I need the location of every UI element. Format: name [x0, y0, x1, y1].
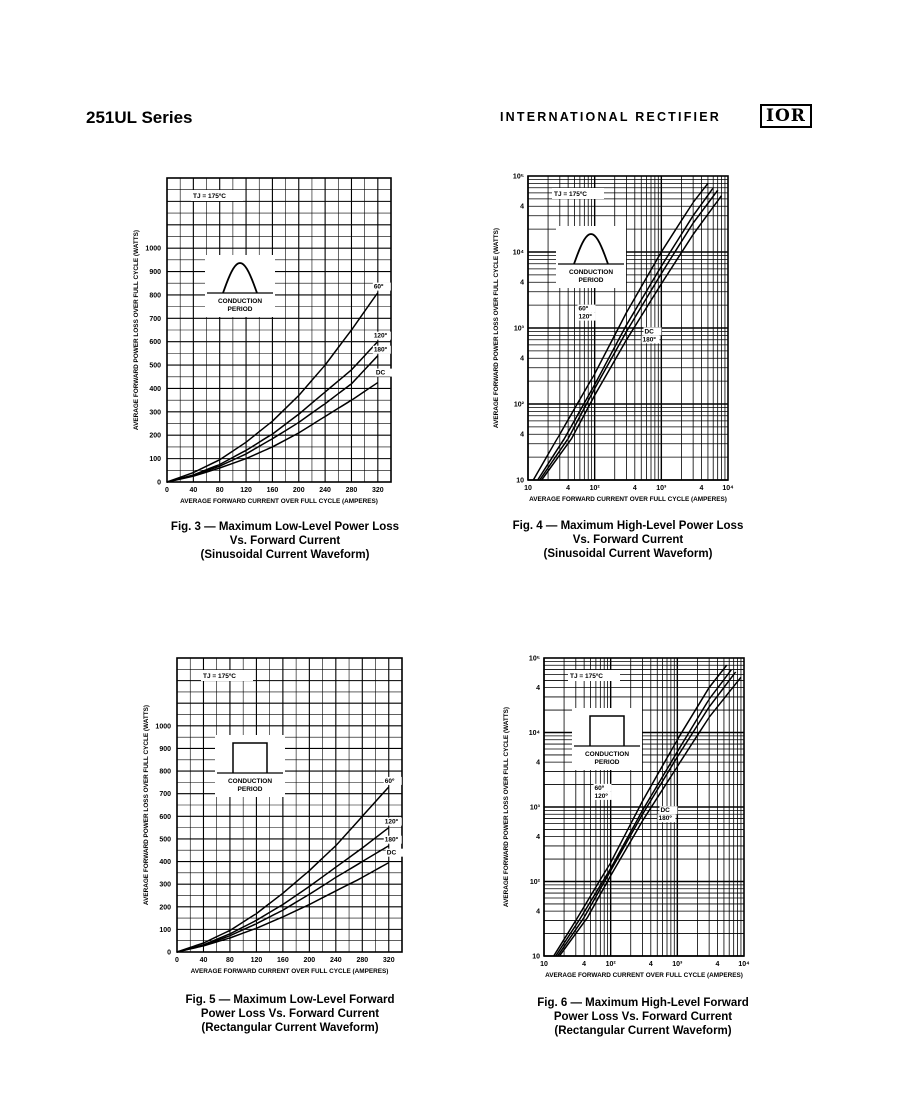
- y-tick-label: 10: [532, 953, 540, 961]
- y-tick-label: 800: [159, 768, 171, 776]
- x-tick-label: 10³: [656, 485, 667, 492]
- y-tick-label: 400: [149, 385, 161, 393]
- series-label: 120º: [594, 792, 608, 800]
- y-tick-label: 4: [536, 908, 540, 916]
- series-label: DC: [644, 328, 654, 336]
- y-axis-label: AVERAGE FORWARD POWER LOSS OVER FULL CYCLE (WATTS): [493, 227, 500, 429]
- inset-label: PERIOD: [227, 306, 253, 313]
- series-label: 60º: [384, 777, 395, 785]
- y-tick-label: 700: [159, 791, 171, 799]
- x-axis-label: AVERAGE FORWARD CURRENT OVER FULL CYCLE (AMPERES): [529, 496, 727, 503]
- inset-label: CONDUCTION: [568, 269, 614, 276]
- y-tick-label: 4: [520, 431, 524, 439]
- junction-temp-annotation: TJ = 175ºC: [203, 673, 236, 680]
- fig6-chart: [498, 650, 768, 988]
- y-tick-label: 0: [167, 949, 171, 957]
- y-tick-label: 4: [536, 834, 540, 842]
- x-tick-label: 40: [199, 957, 208, 964]
- y-tick-label: 900: [159, 745, 171, 753]
- y-tick-label: 800: [149, 292, 161, 300]
- x-tick-label: 4: [648, 961, 653, 968]
- y-tick-label: 0: [157, 479, 161, 487]
- y-tick-label: 4: [520, 203, 524, 211]
- series-label: 180º: [384, 836, 398, 844]
- x-tick-label: 320: [382, 957, 395, 964]
- x-tick-label: 4: [632, 485, 637, 492]
- fig3-chart: [125, 168, 415, 512]
- fig4-caption: [483, 519, 773, 561]
- inset-label: PERIOD: [594, 759, 620, 766]
- y-tick-label: 200: [159, 904, 171, 912]
- x-tick-label: 200: [303, 957, 316, 964]
- caption-line: Fig. 5 — Maximum Low-Level Forward: [185, 994, 395, 1006]
- x-tick-label: 200: [292, 487, 305, 494]
- fig5-caption: [145, 993, 435, 1035]
- y-tick-label: 600: [149, 339, 161, 347]
- caption-line: Vs. Forward Current: [572, 534, 684, 546]
- x-tick-label: 4: [699, 485, 704, 492]
- y-tick-label: 10⁴: [512, 249, 524, 257]
- x-axis-label: AVERAGE FORWARD CURRENT OVER FULL CYCLE (AMPERES): [545, 972, 743, 979]
- x-tick-label: 120: [250, 957, 263, 964]
- x-tick-label: 10: [524, 485, 532, 492]
- series-label: 120º: [578, 313, 592, 321]
- y-tick-label: 4: [536, 685, 540, 693]
- caption-line: Fig. 3 — Maximum Low-Level Power Loss: [170, 521, 400, 533]
- series-label: 60º: [578, 305, 589, 313]
- caption-line: Power Loss Vs. Forward Current: [553, 1011, 733, 1023]
- x-tick-label: 160: [266, 487, 279, 494]
- x-tick-label: 4: [566, 485, 571, 492]
- x-tick-label: 240: [319, 487, 331, 494]
- y-tick-label: 500: [159, 836, 171, 844]
- caption-line: (Rectangular Current Waveform): [554, 1025, 732, 1037]
- y-tick-label: 10⁵: [512, 173, 524, 181]
- x-tick-label: 0: [165, 487, 169, 494]
- series-label: 180º: [658, 815, 672, 823]
- y-tick-label: 300: [159, 881, 171, 889]
- x-tick-label: 10²: [605, 961, 616, 968]
- series-label: DC: [386, 849, 397, 857]
- y-tick-label: 1000: [145, 245, 161, 253]
- inset-label: CONDUCTION: [217, 298, 263, 305]
- inset-label: CONDUCTION: [584, 751, 630, 758]
- inset-label: PERIOD: [578, 277, 604, 284]
- series-label: 60º: [594, 784, 605, 792]
- y-axis-label: AVERAGE FORWARD POWER LOSS OVER FULL CYCLE (WATTS): [143, 704, 150, 906]
- x-tick-label: 280: [356, 957, 369, 964]
- y-tick-label: 10⁴: [528, 730, 540, 737]
- y-tick-label: 600: [159, 813, 171, 821]
- x-tick-label: 0: [175, 957, 179, 964]
- series-label: 120º: [373, 332, 388, 340]
- junction-temp-annotation: TJ = 175ºC: [193, 193, 226, 200]
- x-tick-label: 160: [277, 957, 289, 964]
- x-axis-label: AVERAGE FORWARD CURRENT OVER FULL CYCLE (AMPERES): [190, 968, 389, 975]
- x-tick-label: 40: [189, 487, 198, 494]
- y-tick-label: 10²: [529, 879, 540, 886]
- series-label: DC: [375, 369, 386, 377]
- y-tick-label: 300: [149, 409, 161, 417]
- x-tick-label: 4: [582, 961, 587, 968]
- series-label: 180º: [642, 336, 656, 344]
- x-tick-label: 10³: [672, 961, 683, 968]
- x-tick-label: 10²: [589, 485, 600, 492]
- series-label: 60º: [373, 283, 384, 291]
- brand-logo: IOR: [760, 104, 812, 128]
- y-tick-label: 400: [159, 859, 171, 867]
- y-tick-label: 10³: [529, 804, 540, 812]
- junction-temp-annotation: TJ = 175ºC: [570, 673, 603, 680]
- series-label: 120º: [384, 818, 398, 826]
- caption-line: Fig. 6 — Maximum High-Level Forward: [537, 997, 749, 1009]
- junction-temp-annotation: TJ = 175ºC: [554, 191, 587, 198]
- y-tick-label: 4: [520, 355, 524, 363]
- x-tick-label: 80: [215, 487, 224, 494]
- y-tick-label: 10³: [513, 325, 524, 333]
- y-axis-label: AVERAGE FORWARD POWER LOSS OVER FULL CYCLE (WATTS): [503, 706, 510, 908]
- series-label: 180º: [373, 346, 388, 354]
- x-tick-label: 4: [715, 961, 720, 968]
- fig5-chart: [135, 650, 425, 978]
- x-tick-label: 10⁴: [738, 961, 750, 968]
- y-tick-label: 100: [159, 926, 171, 934]
- inset-label: PERIOD: [237, 786, 263, 793]
- caption-line: Fig. 4 — Maximum High-Level Power Loss: [512, 520, 744, 532]
- caption-line: Vs. Forward Current: [229, 535, 341, 547]
- x-tick-label: 10: [540, 961, 548, 968]
- y-tick-label: 200: [149, 432, 161, 440]
- fig4-chart: [488, 168, 758, 512]
- series-label: DC: [660, 807, 670, 815]
- y-tick-label: 900: [149, 269, 161, 277]
- x-axis-label: AVERAGE FORWARD CURRENT OVER FULL CYCLE (AMPERES): [180, 498, 378, 505]
- caption-line: (Rectangular Current Waveform): [201, 1022, 379, 1034]
- y-tick-label: 4: [520, 279, 524, 287]
- y-tick-label: 10: [516, 477, 524, 485]
- y-tick-label: 10⁵: [528, 655, 540, 663]
- x-tick-label: 240: [329, 957, 342, 964]
- caption-line: Power Loss Vs. Forward Current: [200, 1008, 380, 1020]
- caption-line: (Sinusoidal Current Waveform): [200, 549, 370, 561]
- y-tick-label: 700: [149, 315, 161, 323]
- inset-label: CONDUCTION: [227, 778, 273, 785]
- x-tick-label: 120: [240, 487, 252, 494]
- y-tick-label: 4: [536, 759, 540, 767]
- series-title: 251UL Series: [86, 108, 193, 127]
- x-tick-label: 280: [345, 487, 358, 494]
- x-tick-label: 10⁴: [722, 485, 734, 492]
- fig3-caption: [140, 520, 430, 562]
- y-tick-label: 100: [149, 456, 161, 464]
- caption-line: (Sinusoidal Current Waveform): [543, 548, 713, 560]
- y-tick-label: 500: [149, 362, 161, 370]
- brand-name: INTERNATIONAL RECTIFIER: [500, 110, 721, 124]
- fig6-caption: [498, 996, 788, 1038]
- y-tick-label: 10²: [513, 401, 524, 409]
- y-tick-label: 1000: [155, 723, 171, 731]
- x-tick-label: 80: [226, 957, 234, 964]
- y-axis-label: AVERAGE FORWARD POWER LOSS OVER FULL CYCLE (WATTS): [133, 229, 140, 431]
- x-tick-label: 320: [371, 487, 384, 494]
